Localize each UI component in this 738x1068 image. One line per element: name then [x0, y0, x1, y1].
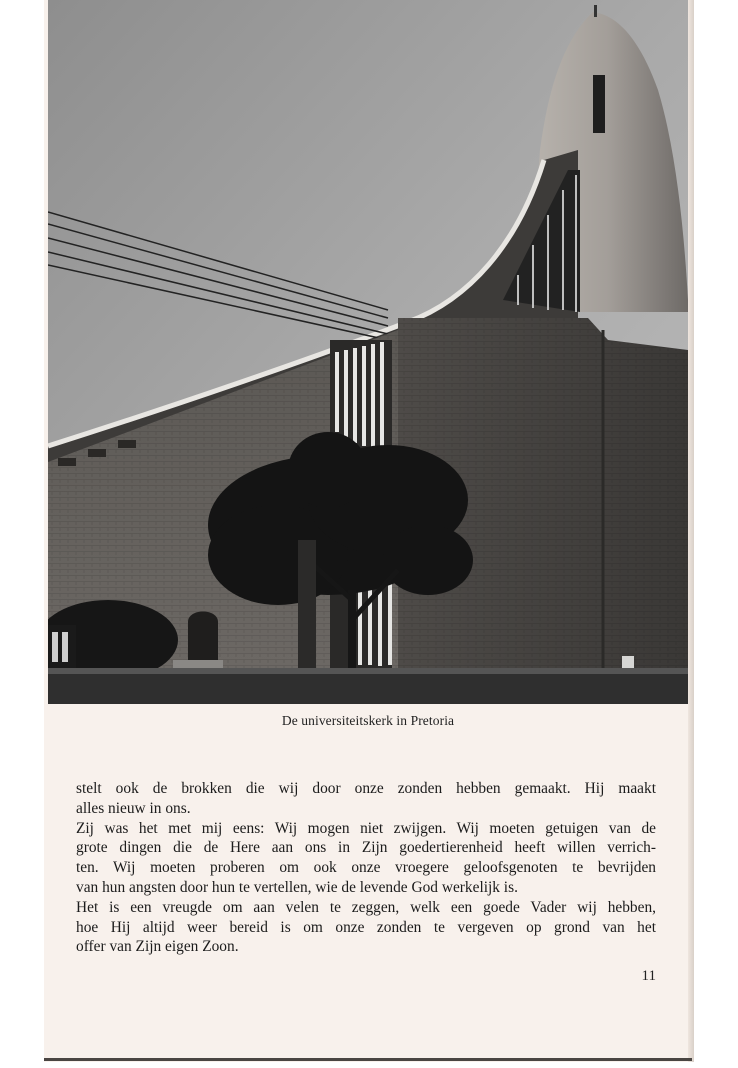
page-number: 11	[641, 968, 656, 984]
text-line: van hun angsten door hun te vertellen, wie de levende God werkelijk is.	[76, 878, 518, 896]
body-text	[76, 779, 656, 957]
page-edge	[688, 0, 694, 1062]
text-line: stelt ook de brokken die wij door onze zonden hebben gemaakt. Hij maakt	[76, 780, 656, 797]
photo-caption: De universiteitskerk in Pretoria	[281, 713, 455, 728]
page-bottom-border	[44, 1058, 692, 1061]
text-line: grote dingen die de Here aan ons in Zijn goedertierenheid heeft willen verrich-	[76, 839, 656, 857]
church-photograph	[48, 0, 688, 704]
text-line: alles nieuw in ons.	[76, 799, 191, 817]
text-line: hoe Hij altijd weer bereid is om onze zonden te vergeven op grond van het	[76, 918, 656, 936]
text-line: offer van Zijn eigen Zoon.	[76, 938, 239, 956]
text-line: ten. Wij moeten proberen om ook onze vroegere geloofsgenoten te bevrijden	[76, 859, 656, 877]
text-line: Zij was het met mij eens: Wij mogen niet zwijgen. Wij moeten getuigen van de	[76, 819, 656, 837]
text-line: Het is een vreugde om aan velen te zeggen, welk een goede Vader wij hebben,	[76, 898, 656, 916]
